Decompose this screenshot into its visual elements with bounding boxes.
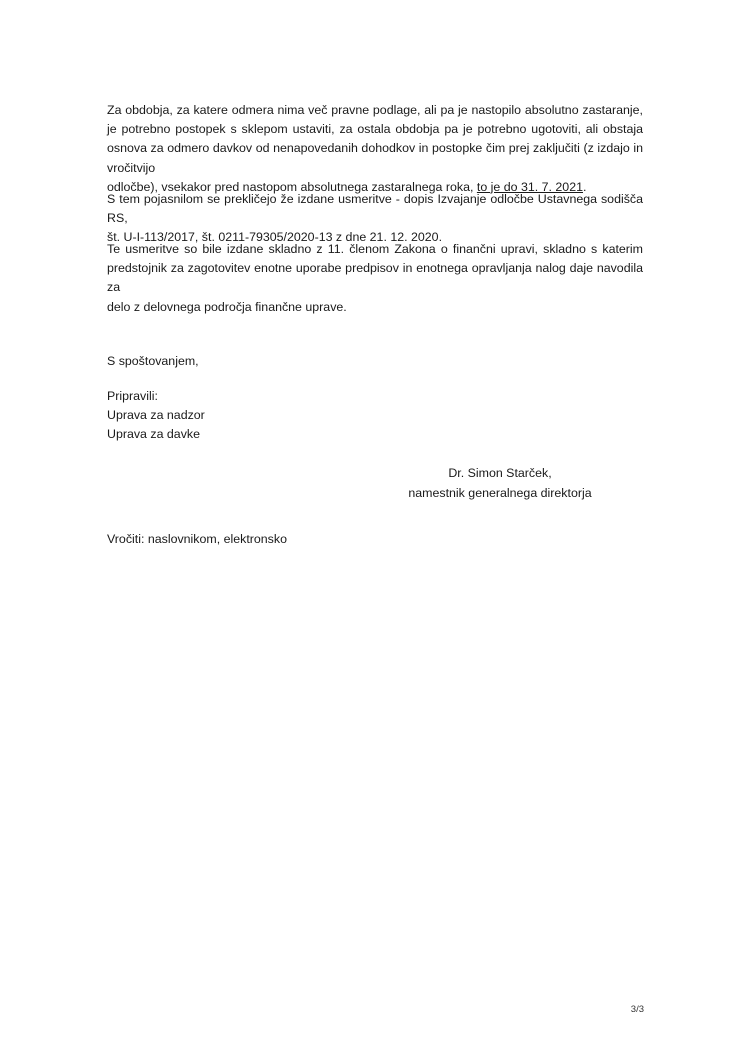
paragraph-last-line: št. U-I-113/2017, št. 0211-79305/2020-13 z dne 21. 12. 2020.	[107, 230, 443, 245]
signatory-title: namestnik generalnega direktorja	[408, 486, 592, 500]
paragraph-end-period: .	[583, 179, 587, 194]
page-number: 3/3	[630, 1004, 644, 1015]
signature-block	[390, 463, 610, 503]
paragraph-text: Te usmeritve so bile izdane skladno z 11. členom Zakona o finančni upravi, skladno s katerim predstojnik za zagotovitev enotne uporabe predpisov in enotnega opravljanja nalog daje navodila za	[107, 242, 643, 295]
prepared-by-label: Pripravili:	[107, 389, 158, 403]
paragraph-text: Za obdobja, za katere odmera nima več pravne podlage, ali pa je nastopilo absolutno zastaranje, je potrebno postopek s sklepom ustaviti, za ostala obdobja pa je potrebno ugotoviti, ali obstaja osnova za odmero davkov od nenapovedanih dohodkov in postopke čim prej zaključiti (z izdajo in vročitvijo	[107, 103, 643, 175]
paragraph-last-line: delo z delovnega področja finančne uprave.	[107, 299, 347, 314]
paragraph-legal-basis	[107, 240, 643, 317]
paragraph-text: S tem pojasnilom se prekličejo že izdane usmeritve - dopis Izvajanje odločbe Ustavnega sodišča RS,	[107, 192, 643, 226]
delivery-note: Vročiti: naslovnikom, elektronsko	[107, 532, 287, 546]
paragraph-revocation	[107, 190, 643, 248]
prepared-by-block	[107, 387, 205, 444]
signatory-name: Dr. Simon Starček,	[448, 466, 552, 480]
deadline-underlined: to je do 31. 7. 2021	[476, 179, 583, 194]
paragraph-last-line-text: odločbe), vsekakor pred nastopom absolutnega zastaralnega roka,	[107, 179, 477, 194]
prepared-by-unit: Uprava za nadzor	[107, 408, 205, 422]
paragraph-statute-of-limitations	[107, 101, 643, 197]
closing-salutation: S spoštovanjem,	[107, 354, 199, 368]
prepared-by-unit: Uprava za davke	[107, 427, 200, 441]
